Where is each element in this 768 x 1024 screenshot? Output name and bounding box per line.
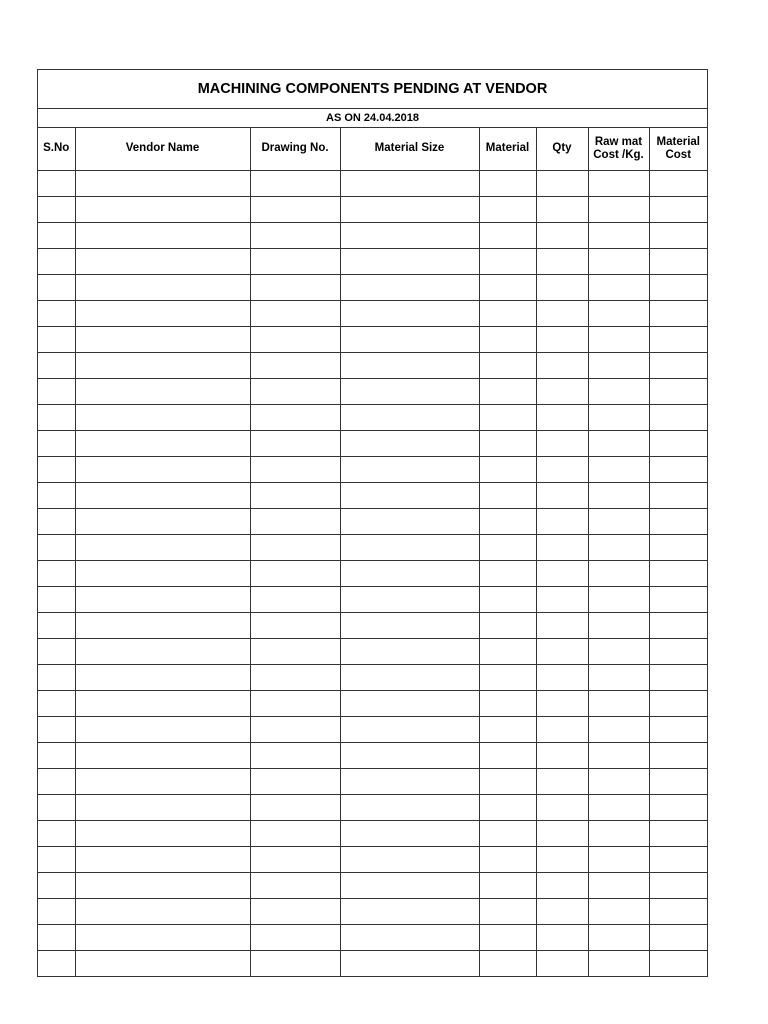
table-cell[interactable] xyxy=(479,846,536,872)
table-cell[interactable] xyxy=(536,950,588,976)
table-cell[interactable] xyxy=(340,612,479,638)
table-cell[interactable] xyxy=(38,482,75,508)
table-cell[interactable] xyxy=(536,794,588,820)
table-cell[interactable] xyxy=(536,586,588,612)
table-cell[interactable] xyxy=(588,924,649,950)
table-cell[interactable] xyxy=(479,820,536,846)
table-cell[interactable] xyxy=(250,768,340,794)
table-cell[interactable] xyxy=(588,560,649,586)
table-cell[interactable] xyxy=(75,274,250,300)
table-cell[interactable] xyxy=(38,456,75,482)
table-row xyxy=(38,742,707,768)
table-cell[interactable] xyxy=(588,378,649,404)
table-row xyxy=(38,326,707,352)
column-header-drawing-no: Drawing No. xyxy=(250,128,340,170)
table-cell[interactable] xyxy=(649,404,707,430)
table-cell[interactable] xyxy=(536,664,588,690)
table-cell[interactable] xyxy=(340,404,479,430)
table-cell[interactable] xyxy=(250,898,340,924)
table-cell[interactable] xyxy=(250,196,340,222)
document-title: MACHINING COMPONENTS PENDING AT VENDOR xyxy=(38,70,707,109)
table-row xyxy=(38,586,707,612)
table-cell[interactable] xyxy=(38,170,75,196)
table-row xyxy=(38,664,707,690)
table-cell[interactable] xyxy=(250,924,340,950)
table-cell[interactable] xyxy=(588,326,649,352)
table-cell[interactable] xyxy=(75,378,250,404)
table-cell[interactable] xyxy=(479,586,536,612)
table-cell[interactable] xyxy=(250,300,340,326)
table-cell[interactable] xyxy=(588,404,649,430)
table-cell[interactable] xyxy=(649,690,707,716)
table-cell[interactable] xyxy=(75,924,250,950)
table-cell[interactable] xyxy=(250,794,340,820)
column-header-material-size: Material Size xyxy=(340,128,479,170)
table-cell[interactable] xyxy=(479,326,536,352)
table-cell[interactable] xyxy=(38,534,75,560)
table-cell[interactable] xyxy=(479,508,536,534)
table-cell[interactable] xyxy=(340,664,479,690)
table-cell[interactable] xyxy=(536,898,588,924)
table-cell[interactable] xyxy=(479,690,536,716)
table-cell[interactable] xyxy=(250,430,340,456)
table-cell[interactable] xyxy=(340,950,479,976)
table-row xyxy=(38,534,707,560)
table-cell[interactable] xyxy=(340,326,479,352)
table-cell[interactable] xyxy=(340,534,479,560)
table-cell[interactable] xyxy=(479,872,536,898)
table-cell[interactable] xyxy=(340,872,479,898)
table-cell[interactable] xyxy=(479,248,536,274)
table-cell[interactable] xyxy=(588,898,649,924)
table-cell[interactable] xyxy=(479,274,536,300)
table-cell[interactable] xyxy=(250,560,340,586)
table-cell[interactable] xyxy=(340,508,479,534)
table-cell[interactable] xyxy=(340,690,479,716)
table-cell[interactable] xyxy=(75,820,250,846)
table-cell[interactable] xyxy=(250,326,340,352)
table-cell[interactable] xyxy=(75,716,250,742)
table-cell[interactable] xyxy=(38,690,75,716)
document-sheet xyxy=(37,69,708,977)
table-cell[interactable] xyxy=(649,664,707,690)
table-cell[interactable] xyxy=(340,170,479,196)
table-cell[interactable] xyxy=(588,352,649,378)
table-cell[interactable] xyxy=(250,612,340,638)
table-cell[interactable] xyxy=(536,820,588,846)
table-cell[interactable] xyxy=(479,534,536,560)
table-cell[interactable] xyxy=(250,378,340,404)
table-row xyxy=(38,222,707,248)
column-header-vendor-name: Vendor Name xyxy=(75,128,250,170)
table-cell[interactable] xyxy=(536,612,588,638)
table-cell[interactable] xyxy=(75,534,250,560)
table-cell[interactable] xyxy=(38,742,75,768)
table-cell[interactable] xyxy=(649,534,707,560)
table-row xyxy=(38,560,707,586)
table-cell[interactable] xyxy=(479,170,536,196)
table-cell[interactable] xyxy=(250,274,340,300)
table-row xyxy=(38,196,707,222)
table-cell[interactable] xyxy=(38,716,75,742)
table-row xyxy=(38,820,707,846)
table-cell[interactable] xyxy=(536,326,588,352)
table-row xyxy=(38,248,707,274)
table-cell[interactable] xyxy=(649,898,707,924)
table-cell[interactable] xyxy=(250,820,340,846)
table-row xyxy=(38,482,707,508)
table-cell[interactable] xyxy=(588,768,649,794)
table-row xyxy=(38,794,707,820)
table-cell[interactable] xyxy=(38,820,75,846)
table-cell[interactable] xyxy=(649,300,707,326)
table-cell[interactable] xyxy=(38,846,75,872)
table-cell[interactable] xyxy=(536,274,588,300)
table-cell[interactable] xyxy=(75,222,250,248)
table-row xyxy=(38,846,707,872)
column-header-material: Material xyxy=(479,128,536,170)
table-cell[interactable] xyxy=(250,950,340,976)
table-cell[interactable] xyxy=(75,482,250,508)
table-cell[interactable] xyxy=(75,638,250,664)
table-row xyxy=(38,274,707,300)
table-cell[interactable] xyxy=(340,742,479,768)
table-cell[interactable] xyxy=(340,898,479,924)
table-row xyxy=(38,950,707,976)
table-cell[interactable] xyxy=(536,716,588,742)
table-row xyxy=(38,690,707,716)
table-cell[interactable] xyxy=(536,378,588,404)
table-cell[interactable] xyxy=(250,404,340,430)
table-cell[interactable] xyxy=(250,170,340,196)
table-cell[interactable] xyxy=(536,196,588,222)
table-cell[interactable] xyxy=(649,274,707,300)
table-cell[interactable] xyxy=(536,222,588,248)
table-cell[interactable] xyxy=(649,456,707,482)
table-cell[interactable] xyxy=(536,638,588,664)
table-cell[interactable] xyxy=(250,690,340,716)
table-cell[interactable] xyxy=(649,638,707,664)
table-cell[interactable] xyxy=(479,898,536,924)
table-cell[interactable] xyxy=(250,664,340,690)
table-cell[interactable] xyxy=(649,352,707,378)
table-row xyxy=(38,768,707,794)
table-cell[interactable] xyxy=(649,820,707,846)
table-cell[interactable] xyxy=(340,482,479,508)
table-cell[interactable] xyxy=(75,326,250,352)
table-cell[interactable] xyxy=(38,872,75,898)
table-cell[interactable] xyxy=(38,222,75,248)
table-row xyxy=(38,898,707,924)
table-cell[interactable] xyxy=(340,378,479,404)
table-cell[interactable] xyxy=(479,716,536,742)
table-cell[interactable] xyxy=(75,742,250,768)
table-cell[interactable] xyxy=(38,352,75,378)
table-cell[interactable] xyxy=(536,560,588,586)
table-cell[interactable] xyxy=(536,248,588,274)
table-cell[interactable] xyxy=(38,560,75,586)
table-cell[interactable] xyxy=(588,456,649,482)
table-cell[interactable] xyxy=(250,716,340,742)
table-cell[interactable] xyxy=(649,222,707,248)
table-cell[interactable] xyxy=(479,950,536,976)
table-cell[interactable] xyxy=(536,170,588,196)
table-cell[interactable] xyxy=(340,248,479,274)
table-cell[interactable] xyxy=(649,482,707,508)
table-cell[interactable] xyxy=(536,300,588,326)
table-cell[interactable] xyxy=(250,456,340,482)
table-cell[interactable] xyxy=(38,612,75,638)
table-cell[interactable] xyxy=(38,638,75,664)
table-row xyxy=(38,404,707,430)
table-cell[interactable] xyxy=(340,794,479,820)
table-cell[interactable] xyxy=(588,586,649,612)
table-cell[interactable] xyxy=(649,872,707,898)
table-cell[interactable] xyxy=(38,664,75,690)
table-cell[interactable] xyxy=(75,768,250,794)
table-cell[interactable] xyxy=(38,326,75,352)
table-cell[interactable] xyxy=(479,482,536,508)
table-cell[interactable] xyxy=(649,560,707,586)
table-cell[interactable] xyxy=(588,482,649,508)
table-cell[interactable] xyxy=(340,352,479,378)
table-cell[interactable] xyxy=(340,196,479,222)
table-cell[interactable] xyxy=(588,430,649,456)
table-row xyxy=(38,924,707,950)
table-cell[interactable] xyxy=(38,898,75,924)
table-cell[interactable] xyxy=(75,872,250,898)
table-cell[interactable] xyxy=(75,456,250,482)
table-cell[interactable] xyxy=(588,222,649,248)
table-row xyxy=(38,170,707,196)
table-cell[interactable] xyxy=(649,326,707,352)
table-cell[interactable] xyxy=(479,638,536,664)
table-cell[interactable] xyxy=(38,378,75,404)
table-cell[interactable] xyxy=(649,742,707,768)
table-cell[interactable] xyxy=(75,690,250,716)
table-cell[interactable] xyxy=(649,378,707,404)
table-cell[interactable] xyxy=(75,352,250,378)
table-cell[interactable] xyxy=(340,768,479,794)
table-cell[interactable] xyxy=(75,170,250,196)
table-cell[interactable] xyxy=(479,404,536,430)
table-cell[interactable] xyxy=(649,846,707,872)
table-cell[interactable] xyxy=(340,274,479,300)
table-cell[interactable] xyxy=(536,872,588,898)
table-row xyxy=(38,430,707,456)
table-cell[interactable] xyxy=(536,534,588,560)
table-cell[interactable] xyxy=(250,586,340,612)
table-cell[interactable] xyxy=(340,716,479,742)
table-cell[interactable] xyxy=(649,248,707,274)
table-cell[interactable] xyxy=(649,612,707,638)
header-row xyxy=(38,128,707,170)
table-cell[interactable] xyxy=(75,404,250,430)
table-cell[interactable] xyxy=(340,560,479,586)
table-cell[interactable] xyxy=(250,534,340,560)
table-row xyxy=(38,612,707,638)
table-cell[interactable] xyxy=(38,924,75,950)
table-cell[interactable] xyxy=(649,196,707,222)
table-cell[interactable] xyxy=(649,950,707,976)
table-cell[interactable] xyxy=(536,846,588,872)
table-cell[interactable] xyxy=(479,664,536,690)
table-row xyxy=(38,508,707,534)
table-cell[interactable] xyxy=(75,248,250,274)
table-cell[interactable] xyxy=(479,222,536,248)
table-cell[interactable] xyxy=(479,924,536,950)
table-cell[interactable] xyxy=(250,742,340,768)
table-cell[interactable] xyxy=(649,430,707,456)
table-cell[interactable] xyxy=(38,586,75,612)
table-cell[interactable] xyxy=(75,300,250,326)
table-cell[interactable] xyxy=(588,742,649,768)
table-cell[interactable] xyxy=(75,846,250,872)
table-cell[interactable] xyxy=(75,898,250,924)
table-cell[interactable] xyxy=(479,352,536,378)
table-cell[interactable] xyxy=(588,664,649,690)
table-row xyxy=(38,378,707,404)
table-cell[interactable] xyxy=(340,456,479,482)
table-cell[interactable] xyxy=(250,222,340,248)
table-cell[interactable] xyxy=(340,586,479,612)
table-cell[interactable] xyxy=(588,196,649,222)
table-body xyxy=(38,170,707,976)
column-header-sno: S.No xyxy=(38,128,75,170)
table-cell[interactable] xyxy=(536,352,588,378)
table-cell[interactable] xyxy=(38,794,75,820)
table-row xyxy=(38,352,707,378)
table-cell[interactable] xyxy=(250,508,340,534)
table-cell[interactable] xyxy=(588,846,649,872)
table-cell[interactable] xyxy=(479,456,536,482)
table-cell[interactable] xyxy=(250,638,340,664)
table-cell[interactable] xyxy=(588,820,649,846)
table-cell[interactable] xyxy=(38,404,75,430)
table-cell[interactable] xyxy=(340,638,479,664)
table-cell[interactable] xyxy=(588,690,649,716)
pending-components-table xyxy=(38,128,707,976)
column-header-material-cost: Material Cost xyxy=(649,128,707,170)
table-cell[interactable] xyxy=(588,612,649,638)
table-cell[interactable] xyxy=(536,742,588,768)
table-cell[interactable] xyxy=(588,638,649,664)
document-date: AS ON 24.04.2018 xyxy=(38,109,707,128)
table-cell[interactable] xyxy=(75,612,250,638)
table-row xyxy=(38,872,707,898)
table-cell[interactable] xyxy=(649,586,707,612)
column-header-qty: Qty xyxy=(536,128,588,170)
table-cell[interactable] xyxy=(588,534,649,560)
table-cell[interactable] xyxy=(536,768,588,794)
table-cell[interactable] xyxy=(536,690,588,716)
table-cell[interactable] xyxy=(479,612,536,638)
table-cell[interactable] xyxy=(649,924,707,950)
table-cell[interactable] xyxy=(588,950,649,976)
table-cell[interactable] xyxy=(479,794,536,820)
table-cell[interactable] xyxy=(340,924,479,950)
table-cell[interactable] xyxy=(479,560,536,586)
table-cell[interactable] xyxy=(536,482,588,508)
table-cell[interactable] xyxy=(479,300,536,326)
table-cell[interactable] xyxy=(649,716,707,742)
table-cell[interactable] xyxy=(588,716,649,742)
table-cell[interactable] xyxy=(649,794,707,820)
table-cell[interactable] xyxy=(38,248,75,274)
table-cell[interactable] xyxy=(340,846,479,872)
table-cell[interactable] xyxy=(75,430,250,456)
table-cell[interactable] xyxy=(536,456,588,482)
table-cell[interactable] xyxy=(38,300,75,326)
table-row xyxy=(38,300,707,326)
table-cell[interactable] xyxy=(479,742,536,768)
table-cell[interactable] xyxy=(479,768,536,794)
table-cell[interactable] xyxy=(38,508,75,534)
table-cell[interactable] xyxy=(479,378,536,404)
table-cell[interactable] xyxy=(38,768,75,794)
table-cell[interactable] xyxy=(649,508,707,534)
table-cell[interactable] xyxy=(588,300,649,326)
table-cell[interactable] xyxy=(479,196,536,222)
table-row xyxy=(38,456,707,482)
table-cell[interactable] xyxy=(649,768,707,794)
table-cell[interactable] xyxy=(75,794,250,820)
table-cell[interactable] xyxy=(38,196,75,222)
table-cell[interactable] xyxy=(250,872,340,898)
table-cell[interactable] xyxy=(649,170,707,196)
table-cell[interactable] xyxy=(38,430,75,456)
table-cell[interactable] xyxy=(536,508,588,534)
table-cell[interactable] xyxy=(340,430,479,456)
table-cell[interactable] xyxy=(588,794,649,820)
table-cell[interactable] xyxy=(340,222,479,248)
table-cell[interactable] xyxy=(588,508,649,534)
table-cell[interactable] xyxy=(588,248,649,274)
table-cell[interactable] xyxy=(536,430,588,456)
table-cell[interactable] xyxy=(38,274,75,300)
table-cell[interactable] xyxy=(250,846,340,872)
table-cell[interactable] xyxy=(588,872,649,898)
table-cell[interactable] xyxy=(38,950,75,976)
column-header-raw-mat-cost: Raw mat Cost /Kg. xyxy=(588,128,649,170)
table-cell[interactable] xyxy=(588,170,649,196)
table-cell[interactable] xyxy=(250,352,340,378)
table-cell[interactable] xyxy=(75,950,250,976)
table-cell[interactable] xyxy=(75,560,250,586)
table-cell[interactable] xyxy=(588,274,649,300)
table-cell[interactable] xyxy=(536,924,588,950)
table-cell[interactable] xyxy=(75,664,250,690)
table-cell[interactable] xyxy=(536,404,588,430)
table-cell[interactable] xyxy=(75,196,250,222)
table-cell[interactable] xyxy=(340,300,479,326)
table-cell[interactable] xyxy=(75,508,250,534)
table-cell[interactable] xyxy=(250,248,340,274)
table-cell[interactable] xyxy=(340,820,479,846)
table-cell[interactable] xyxy=(75,586,250,612)
table-cell[interactable] xyxy=(250,482,340,508)
table-row xyxy=(38,716,707,742)
table-row xyxy=(38,638,707,664)
table-cell[interactable] xyxy=(479,430,536,456)
